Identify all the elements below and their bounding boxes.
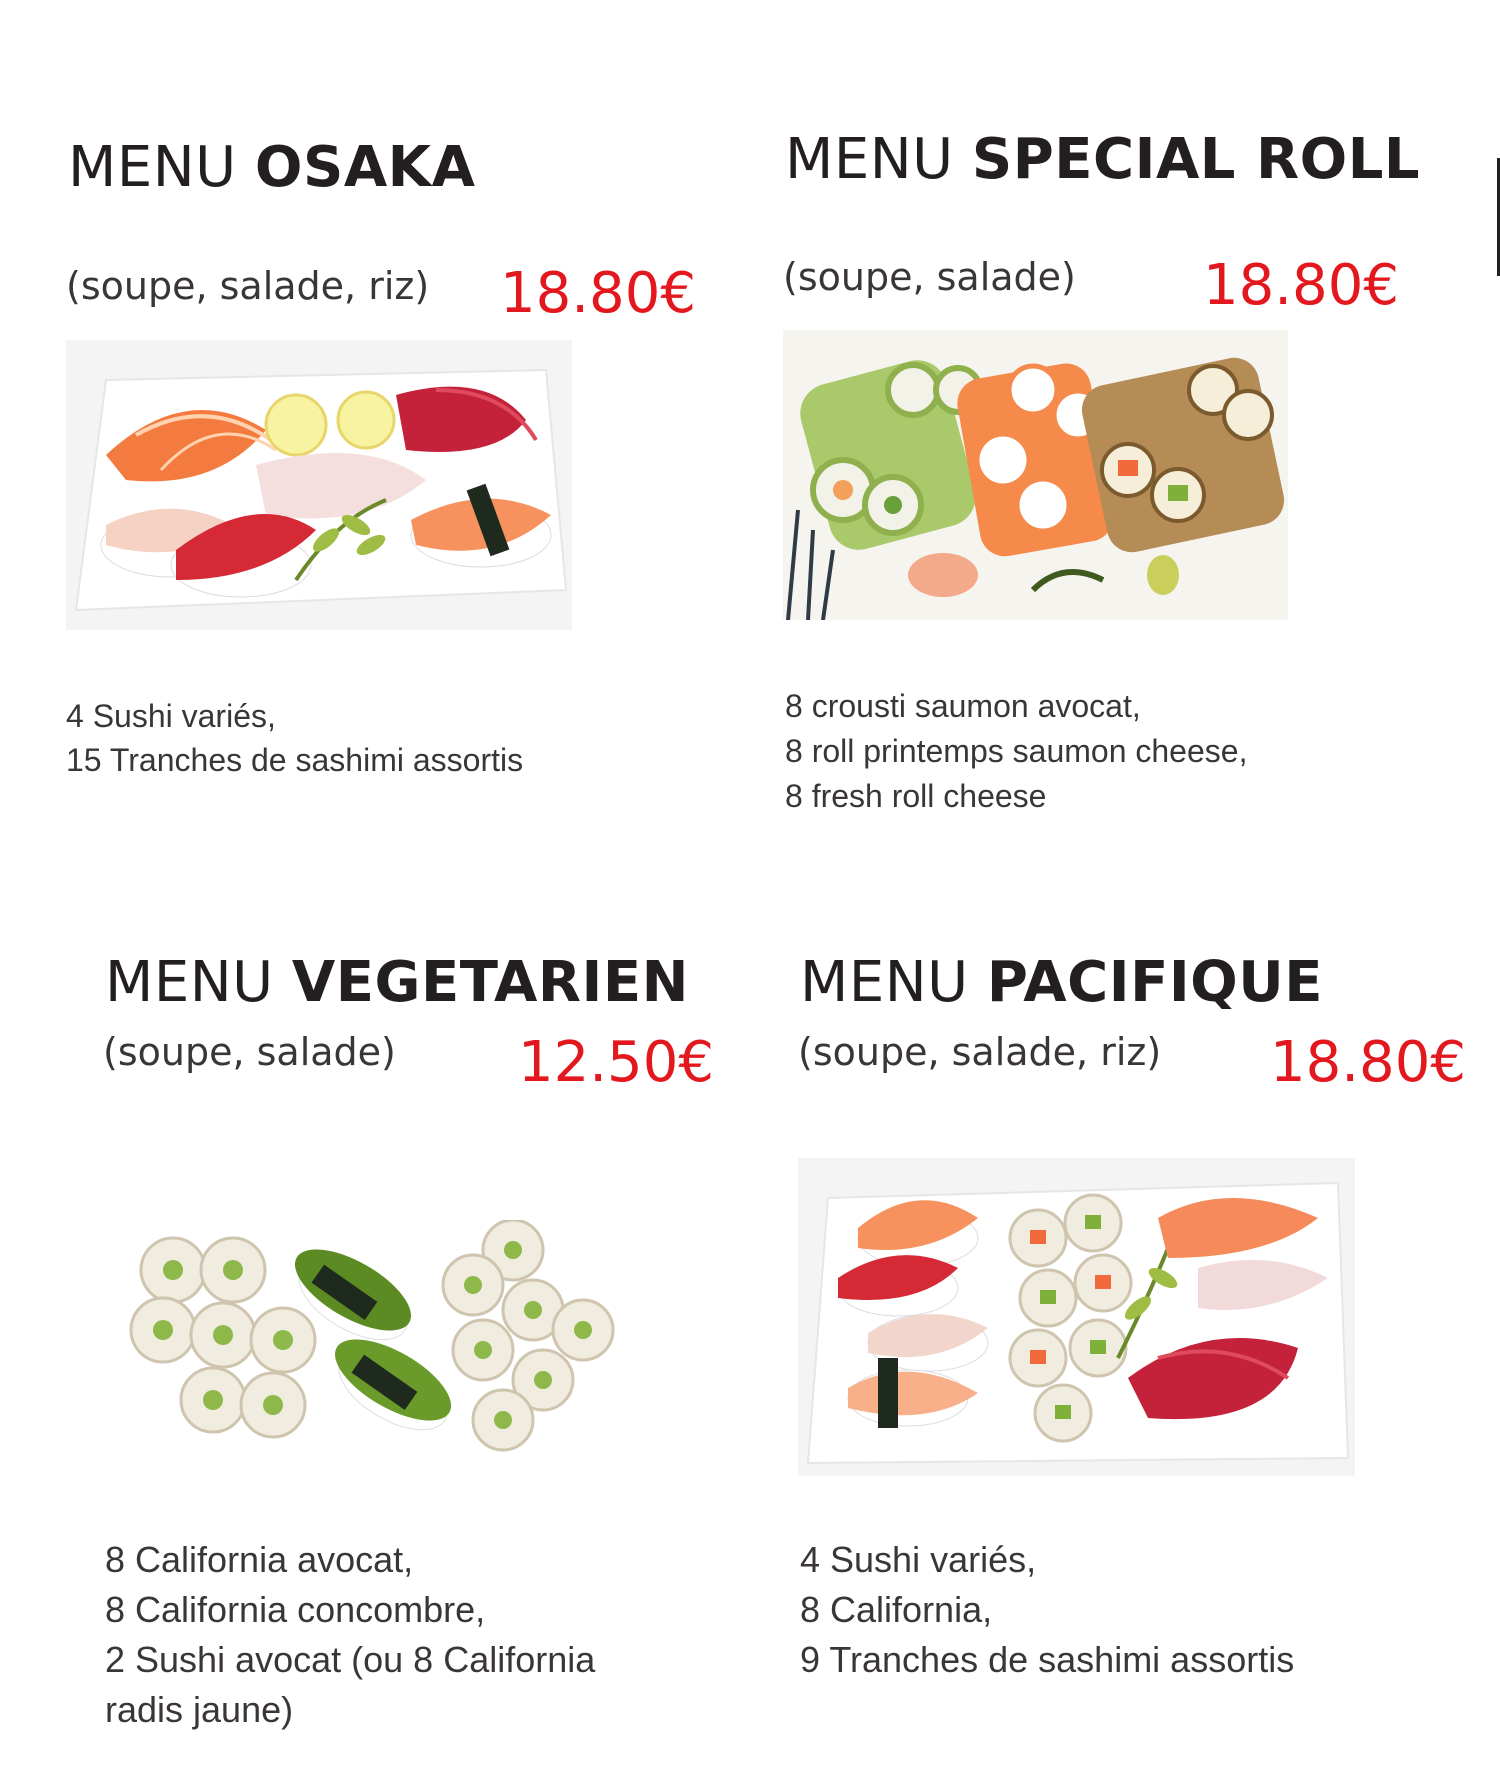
menu-title-prefix: MENU — [800, 950, 969, 1015]
list-item: 4 Sushi variés, — [800, 1539, 1037, 1580]
list-item: 8 roll printemps saumon cheese, — [785, 733, 1248, 769]
vegetarian-rolls-image — [123, 1220, 623, 1465]
menu-title-prefix: MENU — [105, 950, 274, 1015]
menu-price: 12.50€ — [518, 1030, 714, 1095]
special-roll-photo — [783, 330, 1288, 620]
menu-subtitle: (soupe, salade) — [103, 1030, 396, 1074]
menu-subtitle: (soupe, salade, riz) — [798, 1030, 1162, 1074]
list-item: 9 Tranches de sashimi assortis — [800, 1639, 1295, 1680]
menu-subtitle: (soupe, salade, riz) — [66, 264, 430, 308]
list-item: 8 California avocat, — [105, 1539, 414, 1580]
menu-title-osaka — [68, 135, 476, 200]
menu-title-special-roll — [785, 127, 1421, 192]
osaka-photo — [66, 340, 572, 630]
pacifique-platter-image — [798, 1158, 1355, 1476]
menu-items-list — [66, 700, 523, 788]
list-item: 2 Sushi avocat (ou 8 California — [105, 1639, 596, 1680]
list-item: 15 Tranches de sashimi assortis — [66, 742, 524, 778]
menu-items-list — [785, 690, 1247, 825]
menu-price: 18.80€ — [1203, 253, 1399, 318]
menu-price: 18.80€ — [500, 261, 696, 326]
special-roll-image — [783, 330, 1288, 620]
list-item: 8 California, — [800, 1589, 993, 1630]
menu-items-list — [105, 1539, 596, 1742]
menu-title-name: SPECIAL ROLL — [971, 127, 1421, 192]
list-item: 4 Sushi variés, — [66, 698, 276, 734]
menu-subtitle: (soupe, salade) — [783, 255, 1076, 299]
pacifique-photo — [798, 1158, 1355, 1476]
menu-items-list — [800, 1539, 1295, 1692]
list-item: 8 fresh roll cheese — [785, 778, 1047, 814]
menu-title-prefix: MENU — [785, 127, 954, 192]
menu-title-name: PACIFIQUE — [986, 950, 1323, 1015]
vegetarien-photo — [123, 1220, 623, 1465]
list-item: radis jaune) — [105, 1689, 294, 1730]
menu-title-prefix: MENU — [68, 135, 237, 200]
list-item: 8 California concombre, — [105, 1589, 486, 1630]
menu-title-name: VEGETARIEN — [291, 950, 689, 1015]
menu-title-pacifique — [800, 950, 1323, 1015]
menu-price: 18.80€ — [1270, 1030, 1466, 1095]
menu-title-vegetarien — [105, 950, 689, 1015]
menu-title-name: OSAKA — [254, 135, 476, 200]
sushi-platter-image — [66, 340, 572, 630]
list-item: 8 crousti saumon avocat, — [785, 688, 1141, 724]
